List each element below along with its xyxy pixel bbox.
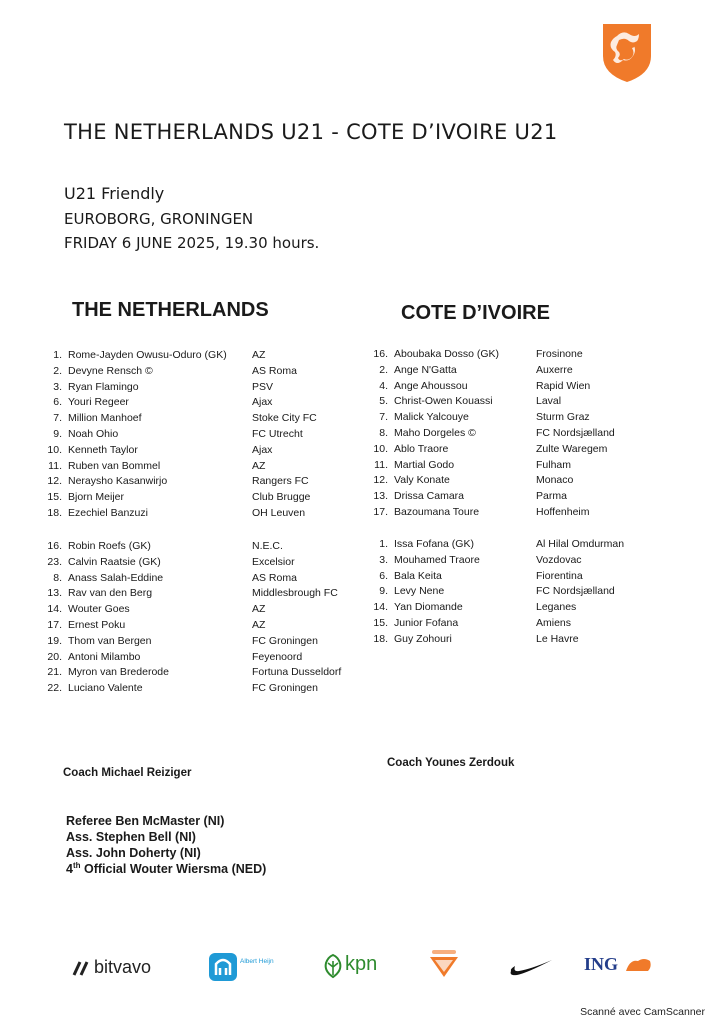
player-name: Christ-Owen Kouassi (394, 395, 493, 408)
camscanner-watermark: Scanné avec CamScanner (580, 1006, 705, 1018)
assistant-referee-1: Ass. Stephen Bell (NI) (66, 830, 196, 844)
player-number: 3. (379, 553, 388, 566)
ing-text: ING (584, 954, 619, 974)
home-team-heading: THE NETHERLANDS (72, 299, 269, 321)
player-number: 9. (379, 585, 388, 598)
player-club: Club Brugge (252, 491, 311, 504)
player-name: Aboubaka Dosso (GK) (394, 348, 500, 360)
away-coach: Coach Younes Zerdouk (387, 757, 515, 769)
player-club: AZ (252, 459, 266, 472)
player-name: Ernest Poku (68, 619, 126, 631)
albert-heijn-logo-icon (207, 951, 239, 987)
fourth-official-num: 4 (66, 862, 73, 877)
knvb-crest-icon (599, 20, 655, 84)
player-number: 14. (373, 601, 388, 614)
player-number: 17. (373, 506, 388, 518)
player-name: Ablo Traore (394, 442, 449, 455)
player-number: 1. (379, 538, 388, 550)
player-name: Myron van Brederode (68, 666, 169, 679)
player-name: Devyne Rensch © (68, 364, 153, 377)
player-number: 15. (47, 491, 62, 504)
player-club: Rapid Wien (536, 379, 591, 392)
player-name: Bala Keita (394, 569, 442, 582)
player-number: 16. (373, 348, 388, 360)
player-number: 3. (53, 380, 62, 393)
player-club: Le Havre (536, 632, 579, 645)
player-club: Middlesbrough FC (252, 587, 338, 600)
player-club: Feyenoord (252, 650, 303, 663)
player-club: Ajax (252, 443, 273, 456)
player-number: 22. (47, 682, 62, 695)
player-number: 11. (374, 458, 388, 471)
player-number: 2. (379, 363, 388, 376)
player-name: Rav van den Berg (68, 587, 153, 600)
player-name: Ryan Flamingo (68, 380, 139, 393)
player-name: Guy Zohouri (394, 632, 452, 645)
player-club: Sturm Graz (536, 411, 590, 424)
player-name: Ruben van Bommel (68, 459, 161, 472)
kpn-logo-icon (322, 953, 344, 983)
player-club: AS Roma (252, 364, 297, 377)
home-coach: Coach Michael Reiziger (63, 767, 192, 779)
player-club: Hoffenheim (536, 506, 590, 518)
player-name: Issa Fofana (GK) (394, 538, 474, 550)
player-name: Neraysho Kasanwirjo (68, 475, 168, 488)
player-number: 16. (47, 540, 62, 552)
ing-lion-icon (624, 955, 654, 977)
player-club: Fortuna Dusseldorf (252, 666, 342, 679)
player-club: Auxerre (536, 363, 573, 376)
player-club: FC Utrecht (252, 428, 303, 440)
player-club: FC Nordsjælland (536, 585, 615, 598)
away-team-heading: COTE D’IVOIRE (401, 302, 550, 324)
player-number: 23. (47, 555, 62, 568)
bitvavo-text: bitvavo (94, 957, 152, 977)
lion-badge-icon (427, 947, 461, 983)
player-name: Ange N'Gatta (394, 363, 457, 376)
player-name: Levy Nene (394, 585, 445, 598)
player-number: 9. (53, 428, 62, 440)
player-club: OH Leuven (252, 507, 306, 519)
player-club: Parma (536, 490, 567, 503)
player-name: Junior Fofana (394, 617, 459, 629)
player-club: Leganes (536, 601, 577, 614)
player-number: 19. (47, 634, 62, 647)
player-club: Zulte Waregem (536, 442, 608, 455)
fourth-official (66, 861, 266, 876)
player-number: 13. (373, 490, 388, 503)
player-name: Calvin Raatsie (GK) (68, 555, 161, 568)
player-number: 1. (53, 349, 62, 361)
player-club: N.E.C. (252, 540, 283, 552)
player-name: Ange Ahoussou (394, 379, 468, 392)
player-number: 17. (47, 619, 62, 631)
player-club: Stoke City FC (252, 412, 317, 425)
player-number: 6. (53, 396, 62, 409)
sponsor-bar (0, 945, 727, 995)
player-club: Amiens (536, 617, 572, 629)
player-name: Rome-Jayden Owusu-Oduro (GK) (68, 349, 227, 361)
player-number: 15. (373, 617, 388, 629)
player-name: Youri Regeer (68, 396, 129, 409)
player-club: AZ (252, 603, 266, 616)
player-name: Bazoumana Toure (394, 506, 480, 518)
player-name: Bjorn Meijer (68, 491, 125, 504)
competition: U21 Friendly (64, 184, 165, 203)
venue: EUROBORG, GRONINGEN (64, 210, 254, 228)
player-club: Vozdovac (536, 553, 582, 566)
player-club: FC Groningen (252, 634, 318, 647)
player-name: Anass Salah-Eddine (68, 571, 164, 584)
player-name: Robin Roefs (GK) (68, 540, 151, 552)
player-club: Laval (536, 395, 562, 408)
player-name: Thom van Bergen (68, 634, 152, 647)
player-name: Luciano Valente (68, 682, 143, 695)
player-number: 18. (373, 632, 388, 645)
player-club: Ajax (252, 396, 273, 409)
player-number: 7. (53, 412, 62, 425)
player-name: Ezechiel Banzuzi (68, 507, 148, 519)
player-name: Noah Ohio (68, 428, 119, 440)
player-number: 20. (47, 650, 62, 663)
player-name: Antoni Milambo (68, 650, 141, 663)
player-club: FC Nordsjælland (536, 427, 615, 439)
player-number: 14. (47, 603, 62, 616)
player-name: Million Manhoef (68, 412, 142, 425)
player-name: Wouter Goes (68, 603, 130, 616)
fourth-official-sup: th (72, 861, 81, 870)
player-number: 8. (53, 571, 62, 584)
player-club: AZ (252, 349, 266, 361)
player-name: Valy Konate (394, 474, 450, 487)
player-number: 12. (373, 474, 388, 487)
player-number: 11. (48, 459, 62, 472)
player-name: Kenneth Taylor (68, 443, 138, 456)
match-datetime: FRIDAY 6 JUNE 2025, 19.30 hours. (64, 234, 320, 252)
player-club: Fulham (536, 458, 572, 471)
player-club: Rangers FC (252, 475, 309, 488)
kpn-text: kpn (345, 953, 378, 975)
player-number: 13. (47, 587, 62, 600)
player-club: PSV (252, 380, 274, 393)
assistant-referee-2: Ass. John Doherty (NI) (66, 846, 201, 860)
referee: Referee Ben McMaster (NI) (66, 814, 225, 828)
player-club: AS Roma (252, 571, 297, 584)
player-name: Maho Dorgeles © (394, 427, 476, 439)
player-club: FC Groningen (252, 682, 318, 695)
player-club: Monaco (536, 474, 574, 487)
albert-heijn-text: Albert Heijn (240, 958, 274, 965)
player-number: 6. (379, 569, 388, 582)
player-club: Frosinone (536, 348, 583, 360)
player-number: 7. (379, 411, 388, 424)
player-number: 12. (47, 475, 62, 488)
player-number: 10. (373, 442, 388, 455)
player-name: Malick Yalcouye (394, 411, 469, 424)
player-name: Yan Diomande (394, 601, 463, 614)
player-club: AZ (252, 619, 266, 631)
player-name: Martial Godo (394, 458, 455, 471)
player-name: Drissa Camara (394, 490, 465, 503)
player-number: 21. (47, 666, 62, 679)
player-number: 18. (47, 507, 62, 519)
nike-swoosh-icon (509, 957, 553, 981)
fourth-official-text: Official Wouter Wiersma (NED) (80, 862, 267, 877)
player-number: 2. (53, 364, 62, 377)
player-club: Excelsior (252, 555, 295, 568)
player-club: Fiorentina (536, 569, 583, 582)
player-club: Al Hilal Omdurman (536, 538, 625, 550)
player-number: 5. (379, 395, 388, 408)
player-number: 10. (47, 443, 62, 456)
bitvavo-logo-icon (72, 959, 92, 981)
match-title: THE NETHERLANDS U21 - COTE D’IVOIRE U21 (64, 120, 558, 144)
player-number: 8. (379, 427, 388, 439)
player-name: Mouhamed Traore (394, 553, 480, 566)
player-number: 4. (379, 379, 388, 392)
